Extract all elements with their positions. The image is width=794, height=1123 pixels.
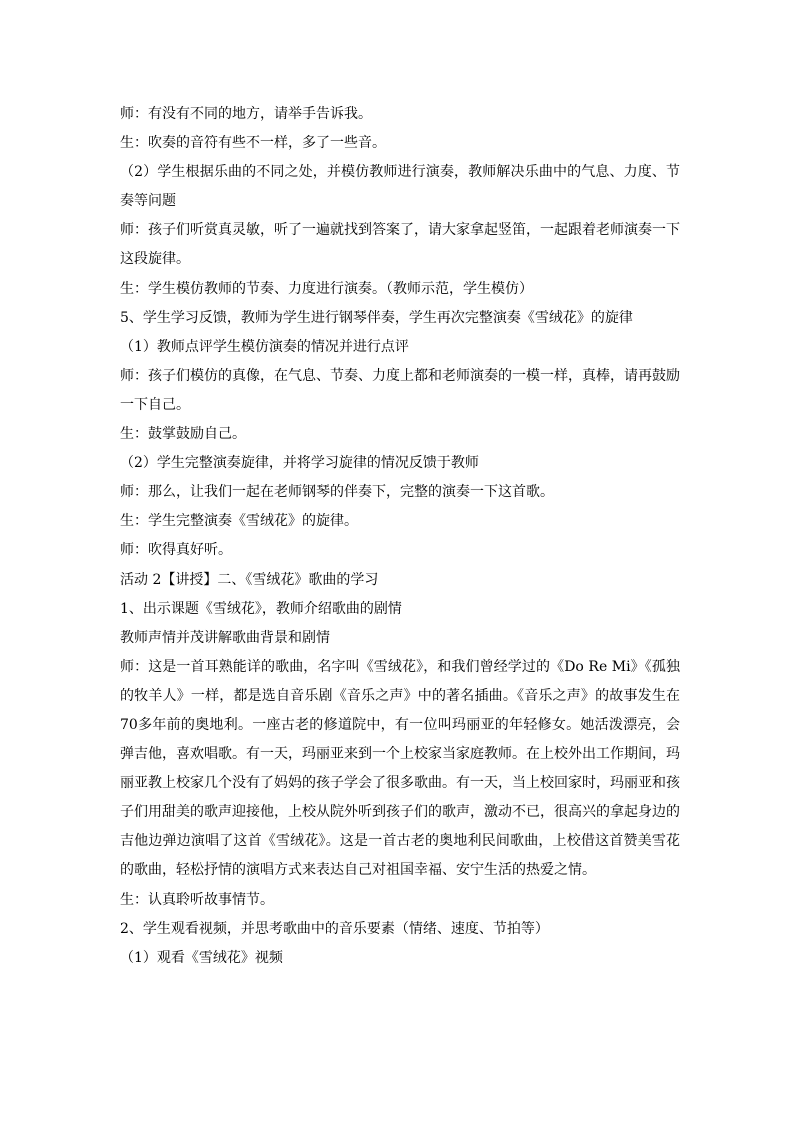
paragraph-student-listen: 生：认真聆听故事情节。 xyxy=(120,891,274,908)
paragraph-teacher-praise: 师：孩子们听赏真灵敏，听了一遍就找到答案了，请大家拿起竖笛，一起跟着老师演奏一下这段旋律。 xyxy=(120,222,680,268)
paragraph-step-2-video: 2、学生观看视频，并思考歌曲中的音乐要素（情绪、速度、节拍等） xyxy=(120,920,549,937)
paragraph-story: 师：这是一首耳熟能详的歌曲，名字叫《雪绒花》，和我们曾经学过的《Do Re Mi》《孤独的牧羊人》一样，都是选自音乐剧《音乐之声》中的著名插曲。《音乐之声》的故事发生在70多年前的奥地利。一座古老的修道院中，有一位叫玛丽亚的年轻修女。她活泼漂亮，会弹吉他，喜欢唱歌。有一天，玛丽亚来到一个上校家当家庭教师。在上校外出工作期间，玛丽亚教上校家几个没有了妈妈的孩子学会了很多歌曲。有一天，当上校回家时，玛丽亚和孩子们用甜美的歌声迎接他，上校从院外听到孩子们的歌声，激动不已，很高兴的拿起身边的吉他边弹边演唱了这首《雪绒花》。这是一首古老的奥地利民间歌曲，上校借这首赞美雪花的歌曲，轻松抒情的演唱方式来表达自己对祖国幸福、安宁生活的热爱之情。 xyxy=(120,658,680,879)
paragraph-teacher-background: 教师声情并茂讲解歌曲背景和剧情 xyxy=(120,629,330,646)
paragraph-student-applause: 生：鼓掌鼓励自己。 xyxy=(120,426,246,443)
paragraph-teacher-invite: 师：那么，让我们一起在老师钢琴的伴奏下，完整的演奏一下这首歌。 xyxy=(120,484,554,501)
paragraph-step-2-full-performance: （2）学生完整演奏旋律，并将学习旋律的情况反馈于教师 xyxy=(120,455,479,472)
paragraph-watch-video: （1）观看《雪绒花》视频 xyxy=(120,949,283,966)
paragraph-step-5-feedback: 5、学生学习反馈，教师为学生进行钢琴伴奏，学生再次完整演奏《雪绒花》的旋律 xyxy=(120,309,633,326)
paragraph-teacher-compliment: 师：吹得真好听。 xyxy=(120,542,232,559)
paragraph-student-perform: 生：学生完整演奏《雪绒花》的旋律。 xyxy=(120,513,358,530)
paragraph-student-answer: 生：吹奏的音符有些不一样，多了一些音。 xyxy=(120,135,386,152)
document-page xyxy=(120,100,680,973)
paragraph-teacher-encourage: 师：孩子们模仿的真像，在气息、节奏、力度上都和老师演奏的一模一样，真棒，请再鼓励一下自己。 xyxy=(120,367,680,413)
paragraph-teacher-question: 师：有没有不同的地方，请举手告诉我。 xyxy=(120,106,372,122)
paragraph-activity-2-heading: 活动 2【讲授】二、《雪绒花》歌曲的学习 xyxy=(120,571,379,588)
paragraph-teacher-review: （1）教师点评学生模仿演奏的情况并进行点评 xyxy=(120,338,409,355)
paragraph-step-1-topic: 1、出示课题《雪绒花》，教师介绍歌曲的剧情 xyxy=(120,600,402,617)
paragraph-step-2-imitation: （2）学生根据乐曲的不同之处，并模仿教师进行演奏，教师解决乐曲中的气息、力度、节奏等问题 xyxy=(120,164,680,210)
paragraph-student-imitate: 生：学生模仿教师的节奏、力度进行演奏。（教师示范，学生模仿） xyxy=(120,280,533,297)
